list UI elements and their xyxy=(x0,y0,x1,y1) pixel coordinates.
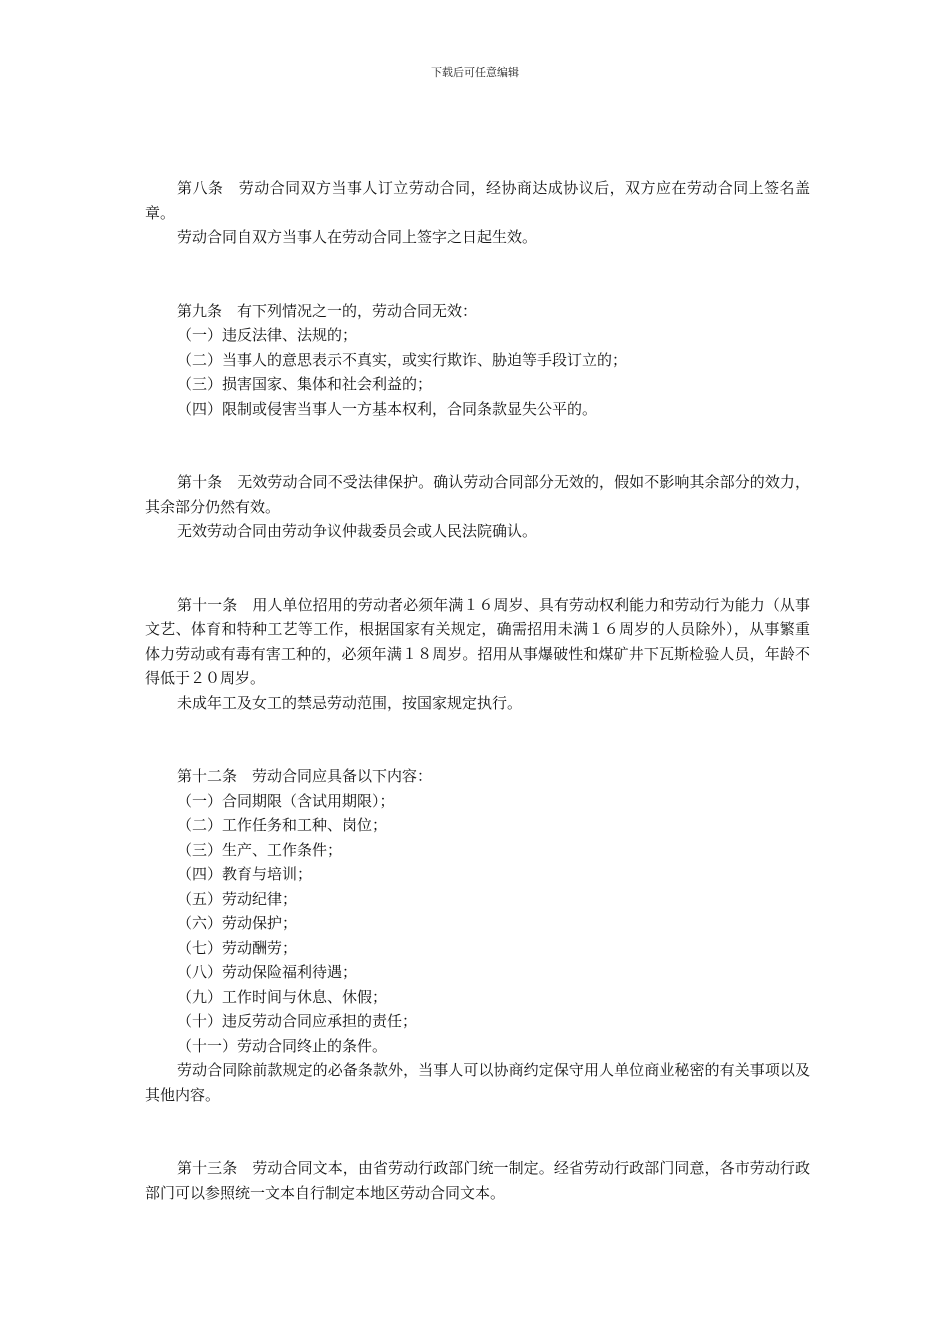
list-item: （七）劳动酬劳； xyxy=(177,938,298,957)
article-8 xyxy=(145,176,810,250)
article-9 xyxy=(145,299,810,422)
list-item: （二）当事人的意思表示不真实，或实行欺诈、胁迫等手段订立的； xyxy=(177,350,628,369)
article-9-text: 第九条 有下列情况之一的，劳动合同无效： xyxy=(177,301,478,320)
article-11-text: 第十一条 用人单位招用的劳动者必须年满１６周岁、具有劳动权利能力和劳动行为能力（从事文艺、体育和特种工艺等工作，根据国家有关规定，确需招用未满１６周岁的人员除外），从事繁重体力劳动或有毒有害工种的，必须年满１８周岁。招用从事爆破性和煤矿井下瓦斯检验人员，年龄不得低于２０周岁。 xyxy=(145,595,810,687)
list-item: （一）合同期限（含试用期限）； xyxy=(177,791,395,810)
list-item: （四）教育与培训； xyxy=(177,865,313,883)
article-10 xyxy=(145,470,810,544)
article-13-text: 第十三条 劳动合同文本，由省劳动行政部门统一制定。经省劳动行政部门同意，各市劳动行政部门可以参照统一文本自行制定本地区劳动合同文本。 xyxy=(145,1159,810,1202)
list-item: （四）限制或侵害当事人一方基本权利，合同条款显失公平的。 xyxy=(177,399,598,418)
list-item: （一）违反法律、法规的； xyxy=(177,326,358,344)
article-12-extra: 劳动合同除前款规定的必备条款外，当事人可以协商约定保守用人单位商业秘密的有关事项以及其他内容。 xyxy=(145,1061,810,1104)
article-10-text: 第十条 无效劳动合同不受法律保护。确认劳动合同部分无效的，假如不影响其余部分的效力，其余部分仍然有效。 xyxy=(145,473,810,516)
list-item: （三）生产、工作条件； xyxy=(177,840,343,859)
article-11 xyxy=(145,593,810,716)
list-item: （六）劳动保护； xyxy=(177,914,298,932)
document-body xyxy=(145,176,810,1254)
list-item: （五）劳动纪律； xyxy=(177,889,298,908)
list-item: （十一）劳动合同终止的条件。 xyxy=(177,1036,388,1055)
list-item: （九）工作时间与休息、休假； xyxy=(177,987,388,1006)
article-8-effective: 劳动合同自双方当事人在劳动合同上签字之日起生效。 xyxy=(177,228,538,246)
list-item: （十）违反劳动合同应承担的责任； xyxy=(177,1012,418,1030)
article-13 xyxy=(145,1156,810,1205)
list-item: （二）工作任务和工种、岗位； xyxy=(177,816,388,834)
article-11-minors: 未成年工及女工的禁忌劳动范围，按国家规定执行。 xyxy=(177,693,523,712)
list-item: （八）劳动保险福利待遇； xyxy=(177,963,358,981)
page-header: 下载后可任意编辑 xyxy=(431,66,519,79)
article-8-text: 第八条 劳动合同双方当事人订立劳动合同，经协商达成协议后，双方应在劳动合同上签名盖章。 xyxy=(145,179,810,222)
article-10-confirm: 无效劳动合同由劳动争议仲裁委员会或人民法院确认。 xyxy=(177,522,538,540)
article-12-text: 第十二条 劳动合同应具备以下内容： xyxy=(177,767,433,785)
article-12 xyxy=(145,764,810,1107)
list-item: （三）损害国家、集体和社会利益的； xyxy=(177,375,433,393)
